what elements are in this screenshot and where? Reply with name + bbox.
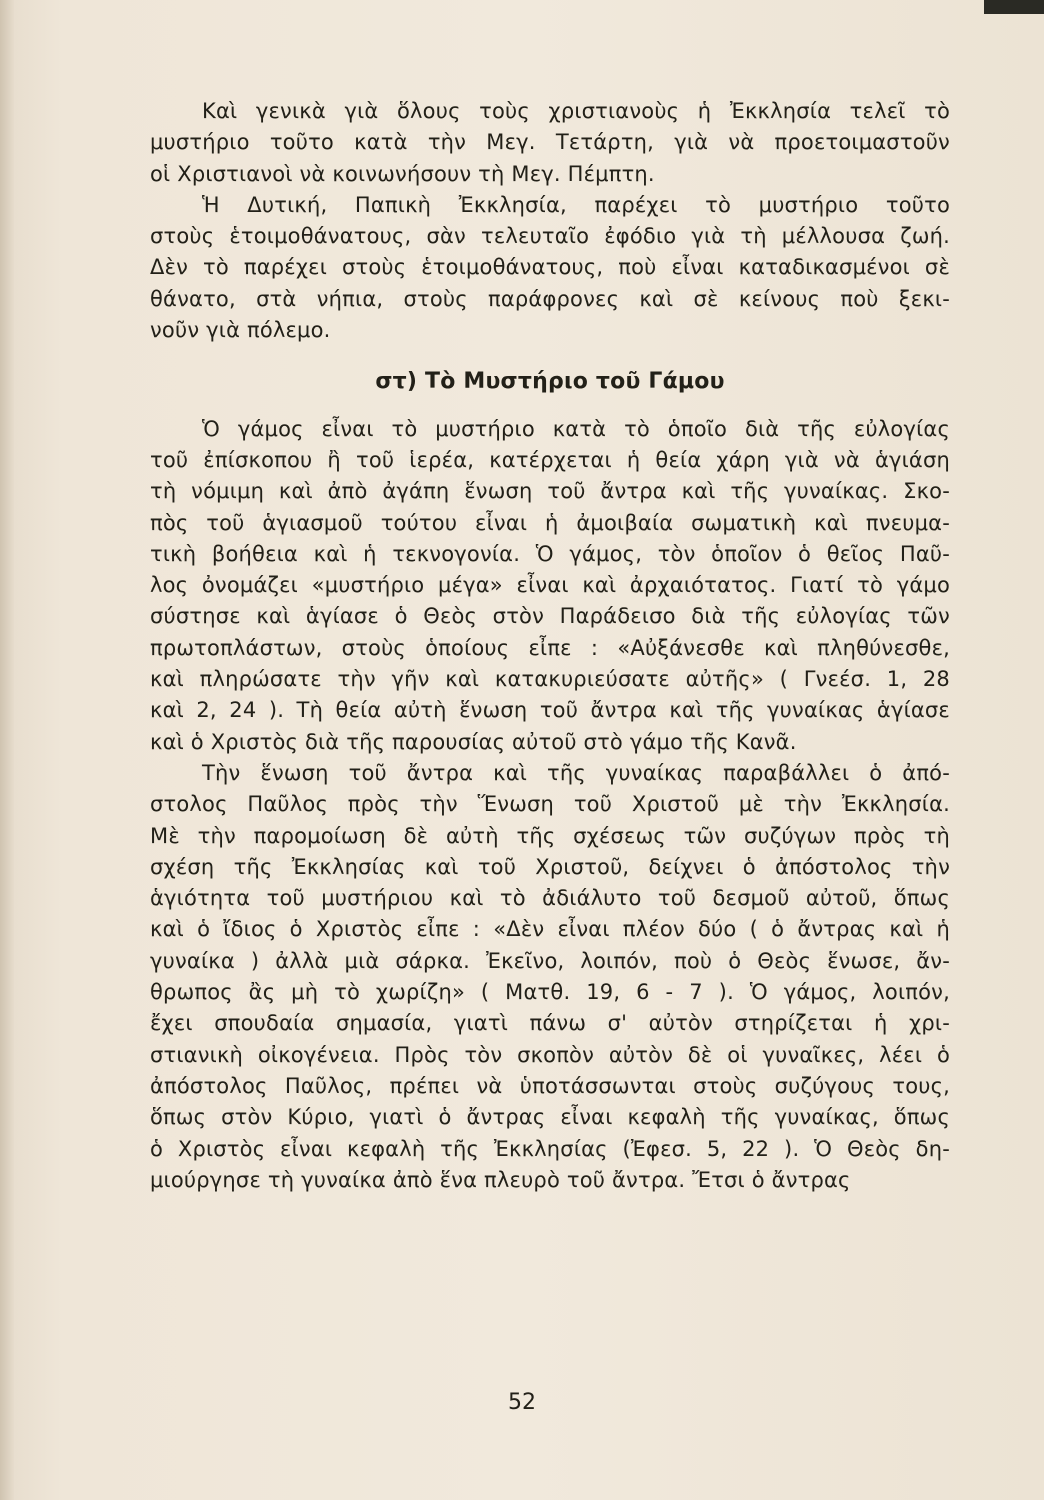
text-line: καὶ ὁ Χριστὸς διὰ τῆς παρουσίας αὐτοῦ στὸ γάμο τῆς Κανᾶ. (150, 729, 797, 754)
text-line: σχέση τῆς Ἐκκλησίας καὶ τοῦ Χριστοῦ, δείχνει ὁ ἀπόστολος τὴν (150, 854, 950, 879)
text-line: τοῦ ἐπίσκοπου ἢ τοῦ ἱερέα, κατέρχεται ἡ θεία χάρη γιὰ νὰ ἁγιάση (150, 447, 950, 472)
text-line: μιούργησε τὴ γυναίκα ἀπὸ ἕνα πλευρὸ τοῦ ἄντρα. Ἔτσι ὁ ἄντρας (150, 1167, 851, 1192)
text-line: ἀπόστολος Παῦλος, πρέπει νὰ ὑποτάσσωνται στοὺς συζύγους τους, (150, 1073, 950, 1098)
text-line: θρωπος ἂς μὴ τὸ χωρίζη» ( Ματθ. 19, 6 - 7 ). Ὁ γάμος, λοιπόν, (150, 980, 950, 1005)
text-line: νοῦν γιὰ πόλεμο. (150, 318, 331, 343)
text-line: πρωτοπλάστων, στοὺς ὁποίους εἶπε : «Αὐξάνεσθε καὶ πληθύνεσθε, (150, 635, 950, 660)
paragraph-3 (150, 414, 950, 758)
dark-corner (984, 0, 1044, 14)
text-line: γυναίκα ) ἀλλὰ μιὰ σάρκα. Ἐκεῖνο, λοιπόν, ποὺ ὁ Θεὸς ἕνωσε, ἄν- (150, 948, 950, 973)
text-line: θάνατο, στὰ νήπια, στοὺς παράφρονες καὶ σὲ κείνους ποὺ ξεκι- (150, 286, 950, 311)
text-line: στολος Παῦλος πρὸς τὴν Ἕνωση τοῦ Χριστοῦ μὲ τὴν Ἐκκλησία. (150, 792, 950, 817)
text-line: μυστήριο τοῦτο κατὰ τὴν Μεγ. Τετάρτη, γιὰ νὰ προετοιμαστοῦν (150, 130, 950, 155)
text-line: στοὺς ἑτοιμοθάνατους, σὰν τελευταῖο ἐφόδιο γιὰ τὴ μέλλουσα ζωή. (150, 224, 950, 249)
section-heading: στ) Τὸ Μυστήριο τοῦ Γάμου (375, 369, 725, 395)
text-line: ἁγιότητα τοῦ μυστήριου καὶ τὸ ἀδιάλυτο τοῦ δεσμοῦ αὐτοῦ, ὅπως (150, 886, 950, 911)
text-line: λος ὀνομάζει «μυστήριο μέγα» εἶναι καὶ ἀρχαιότατος. Γιατί τὸ γάμο (150, 573, 950, 598)
page-number: 52 (508, 1390, 536, 1415)
text-line: οἱ Χριστιανοὶ νὰ κοινωνήσουν τὴ Μεγ. Πέμπτη. (150, 161, 655, 186)
text-line: πὸς τοῦ ἁγιασμοῦ τούτου εἶναι ἡ ἀμοιβαία σωματικὴ καὶ πνευμα- (150, 510, 950, 535)
paragraph-1 (150, 96, 950, 190)
text-line: καὶ 2, 24 ). Τὴ θεία αὐτὴ ἕνωση τοῦ ἄντρα καὶ τῆς γυναίκας ἁγίασε (150, 698, 950, 723)
text-line: Τὴν ἕνωση τοῦ ἄντρα καὶ τῆς γυναίκας παραβάλλει ὁ ἀπό- (202, 760, 950, 785)
text-line: καὶ πληρώσατε τὴν γῆν καὶ κατακυριεύσατε αὐτῆς» ( Γνεέσ. 1, 28 (150, 667, 950, 692)
text-line: καὶ ὁ ἴδιος ὁ Χριστὸς εἶπε : «Δὲν εἶναι πλέον δύο ( ὁ ἄντρας καὶ ἡ (150, 917, 950, 942)
page-spine-shadow (0, 0, 14, 1500)
text-line: Δὲν τὸ παρέχει στοὺς ἑτοιμοθάνατους, ποὺ εἶναι καταδικασμένοι σὲ (150, 255, 950, 280)
text-line: τικὴ βοήθεια καὶ ἡ τεκνογονία. Ὁ γάμος, τὸν ὁποῖον ὁ θεῖος Παῦ- (150, 541, 950, 566)
page-text (150, 96, 950, 1196)
text-line: Ἡ Δυτική, Παπικὴ Ἐκκλησία, παρέχει τὸ μυστήριο τοῦτο (202, 192, 950, 217)
text-line: ὅπως στὸν Κύριο, γιατὶ ὁ ἄντρας εἶναι κεφαλὴ τῆς γυναίκας, ὅπως (150, 1105, 950, 1130)
text-line: σύστησε καὶ ἁγίασε ὁ Θεὸς στὸν Παράδεισο διὰ τῆς εὐλογίας τῶν (150, 604, 950, 629)
text-line: τὴ νόμιμη καὶ ἀπὸ ἀγάπη ἕνωση τοῦ ἄντρα καὶ τῆς γυναίκας. Σκο- (150, 479, 950, 504)
text-line: ὁ Χριστὸς εἶναι κεφαλὴ τῆς Ἐκκλησίας (Ἐφεσ. 5, 22 ). Ὁ Θεὸς δη- (150, 1136, 950, 1161)
text-line: ἔχει σπουδαία σημασία, γιατὶ πάνω σ' αὐτὸν στηρίζεται ἡ χρι- (150, 1011, 950, 1036)
paragraph-2 (150, 190, 950, 346)
paragraph-4 (150, 758, 950, 1196)
text-line: Ὁ γάμος εἶναι τὸ μυστήριο κατὰ τὸ ὁποῖο διὰ τῆς εὐλογίας (202, 416, 950, 441)
text-line: Μὲ τὴν παρομοίωση δὲ αὐτὴ τῆς σχέσεως τῶν συζύγων πρὸς τὴ (150, 823, 950, 848)
text-line: Καὶ γενικὰ γιὰ ὅλους τοὺς χριστιανοὺς ἡ Ἐκκλησία τελεῖ τὸ (202, 99, 950, 123)
text-line: στιανικὴ οἰκογένεια. Πρὸς τὸν σκοπὸν αὐτὸν δὲ οἱ γυναῖκες, λέει ὁ (150, 1042, 950, 1067)
